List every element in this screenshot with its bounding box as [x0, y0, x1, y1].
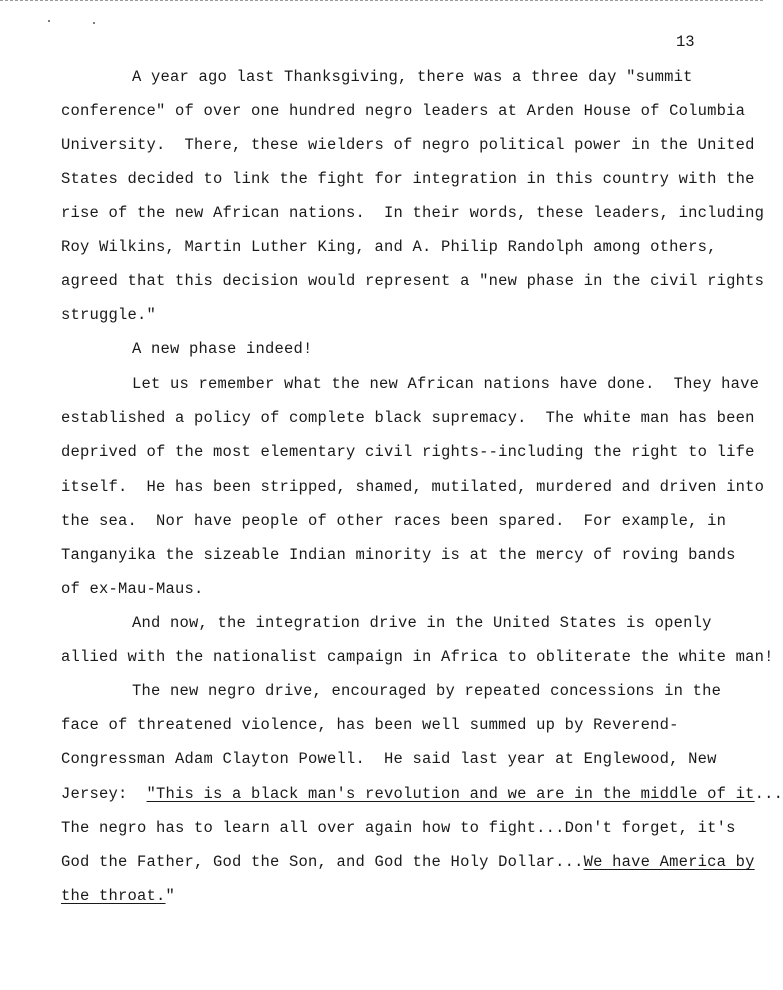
text-line: of ex-Mau-Maus. — [61, 580, 204, 598]
text-line: rise of the new African nations. In their words, these leaders, including — [61, 204, 765, 222]
text-segment: " — [165, 887, 176, 905]
text-line: States decided to link the fight for integration in this country with the — [61, 170, 755, 188]
text-line: face of threatened violence, has been well summed up by Reverend- — [61, 716, 679, 734]
page-number: 13 — [676, 33, 695, 51]
text-line: Roy Wilkins, Martin Luther King, and A. Philip Randolph among others, — [61, 238, 717, 256]
text-line: deprived of the most elementary civil rights--including the right to life — [61, 443, 755, 461]
scan-speck — [93, 22, 95, 24]
text-line: itself. He has been stripped, shamed, mutilated, murdered and driven into — [61, 478, 765, 496]
text-line: A new phase indeed! — [132, 340, 313, 358]
text-segment: Jersey: — [61, 785, 147, 803]
scan-speck — [48, 20, 50, 22]
text-line: University. There, these wielders of negro political power in the United — [61, 136, 755, 154]
text-line: the sea. Nor have people of other races been spared. For example, in — [61, 512, 727, 530]
text-line: Congressman Adam Clayton Powell. He said last year at Englewood, New — [61, 750, 717, 768]
underlined-quote: "This is a black man's revolution and we are in the middle of it — [146, 785, 755, 803]
text-line: A year ago last Thanksgiving, there was a three day "summit — [132, 68, 693, 86]
text-line — [61, 852, 755, 872]
underlined-quote: We have America by — [583, 853, 755, 871]
text-line: established a policy of complete black supremacy. The white man has been — [61, 409, 755, 427]
text-line: The new negro drive, encouraged by repeated concessions in the — [132, 682, 722, 700]
text-line — [61, 784, 783, 804]
text-line: And now, the integration drive in the United States is openly — [132, 614, 712, 632]
page-top-edge — [0, 0, 763, 1]
text-line: struggle." — [61, 306, 157, 324]
text-line: allied with the nationalist campaign in Africa to obliterate the white man! — [61, 648, 774, 666]
text-line: The negro has to learn all over again how to fight...Don't forget, it's — [61, 819, 736, 837]
text-line: agreed that this decision would represent a "new phase in the civil rights — [61, 272, 765, 290]
text-line — [61, 886, 175, 906]
text-line: Tanganyika the sizeable Indian minority is at the mercy of roving bands — [61, 546, 736, 564]
underlined-quote: the throat. — [61, 887, 166, 905]
text-line: Let us remember what the new African nations have done. They have — [132, 375, 760, 393]
text-segment: God the Father, God the Son, and God the Holy Dollar... — [61, 853, 584, 871]
text-segment: ... — [754, 785, 783, 803]
text-line: conference" of over one hundred negro leaders at Arden House of Columbia — [61, 102, 746, 120]
